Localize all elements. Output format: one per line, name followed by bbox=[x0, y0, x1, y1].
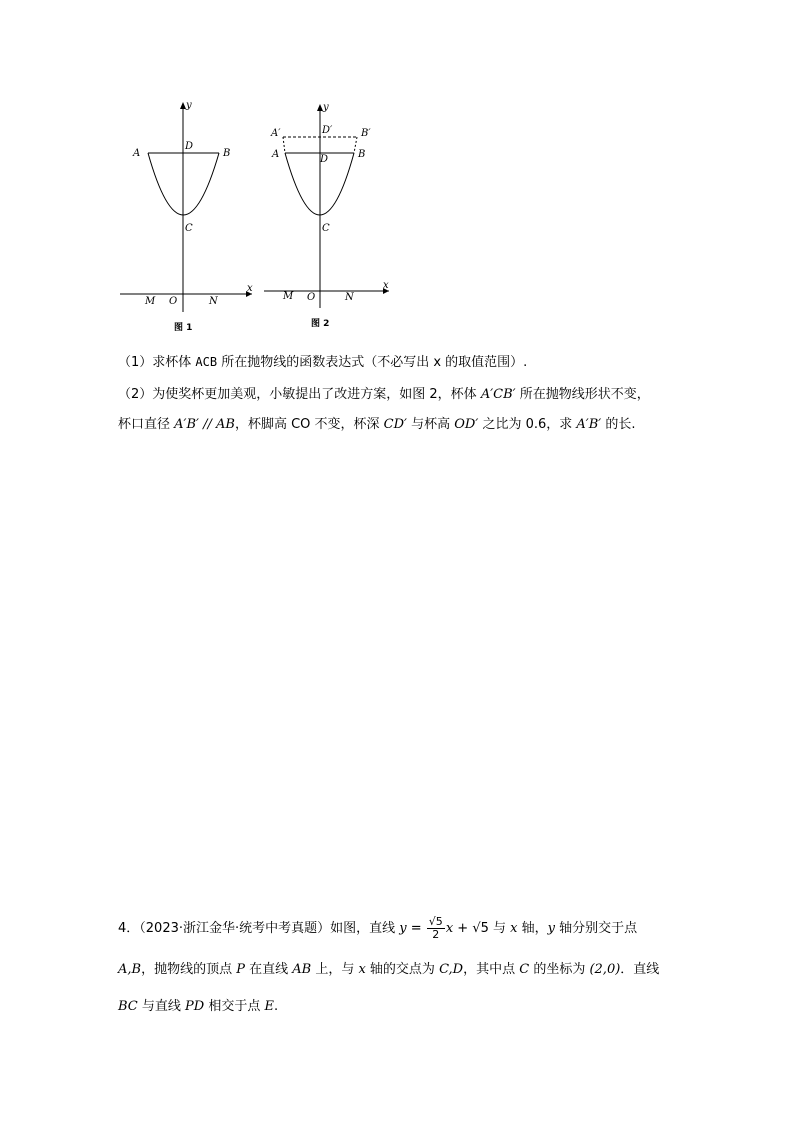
q4-text-10: 的坐标为 bbox=[529, 962, 590, 977]
q4-eq-plus: + bbox=[453, 921, 473, 936]
q4-text-1: 4．（2023·浙江金华·统考中考真题）如图，直线 bbox=[118, 921, 400, 936]
q4-text-7: 上，与 bbox=[311, 962, 359, 977]
q4-eq-equals: = bbox=[406, 921, 426, 936]
q2-text-2: 所在抛物线形状不变， bbox=[515, 387, 650, 402]
fig1-label-n: N bbox=[209, 296, 218, 307]
figures-svg bbox=[112, 98, 402, 338]
q1-code: ACB bbox=[195, 355, 218, 369]
question-4-line-3 bbox=[118, 996, 278, 1018]
question-2-line-2 bbox=[118, 414, 636, 436]
q2-text-4: ，杯脚高 CO 不变，杯深 bbox=[234, 417, 384, 432]
q1-rest: 所在抛物线的函数表达式（不必写出 x 的取值范围）. bbox=[217, 355, 528, 370]
fig1-label-a: A bbox=[133, 148, 141, 159]
q2-text-3: 杯口直径 bbox=[118, 417, 175, 432]
q4-y-axis: y bbox=[547, 921, 555, 936]
q4-text-5: ，抛物线的顶点 bbox=[141, 962, 237, 977]
q2-text-7: 的长. bbox=[601, 417, 636, 432]
q4-math-ab-line: AB bbox=[292, 962, 312, 977]
q4-math-bc: BC bbox=[118, 999, 138, 1014]
q1-prefix: （1）求杯体 bbox=[118, 355, 196, 370]
question-1 bbox=[118, 351, 527, 374]
q4-text-12: 与直线 bbox=[137, 999, 186, 1014]
question-4-line-1 bbox=[118, 915, 637, 943]
q4-math-e: E bbox=[264, 999, 274, 1014]
q4-fraction bbox=[427, 916, 445, 941]
figure-2 bbox=[264, 102, 389, 329]
fig1-label-m: M bbox=[145, 296, 156, 307]
q4-text-4: 轴分别交于点 bbox=[555, 921, 638, 936]
q4-text-3: 轴， bbox=[517, 921, 548, 936]
fig2-label-c: C bbox=[322, 223, 330, 234]
q4-math-cd-points: C,D bbox=[439, 962, 464, 977]
q4-text-8: 轴的交点为 bbox=[365, 962, 440, 977]
fig2-label-d: D bbox=[320, 154, 329, 165]
fig2-label-a-prime: A′ bbox=[271, 128, 281, 139]
q4-math-coordinate: (2,0) bbox=[589, 962, 621, 977]
question-2-line-1 bbox=[118, 384, 650, 406]
fig1-caption: 图 1 bbox=[174, 323, 193, 333]
figure-group bbox=[112, 98, 402, 338]
fig2-label-a: A bbox=[272, 149, 280, 160]
fig1-label-y: y bbox=[186, 100, 192, 111]
fig2-label-b-prime: B′ bbox=[361, 128, 371, 139]
q4-eq-x: x bbox=[445, 921, 454, 936]
q4-math-pd: PD bbox=[185, 999, 205, 1014]
q4-text-14: . bbox=[273, 999, 279, 1014]
q4-math-ab-points: A,B bbox=[118, 962, 142, 977]
q4-eq-sqrt: √5 bbox=[472, 921, 489, 936]
fig2-label-m: M bbox=[283, 291, 294, 302]
fig2-label-n: N bbox=[345, 292, 354, 303]
fig1-label-x: x bbox=[247, 283, 253, 294]
q2-math-cd: CD′ bbox=[383, 417, 407, 432]
q4-text-6: 在直线 bbox=[244, 962, 293, 977]
fig2-label-d-prime: D′ bbox=[322, 125, 333, 136]
q4-math-x: x bbox=[358, 962, 366, 977]
q4-fraction-denominator: 2 bbox=[432, 928, 440, 941]
q4-math-p: P bbox=[236, 962, 245, 977]
q2-text-5: 与杯高 bbox=[407, 417, 455, 432]
fig2-label-b: B bbox=[358, 149, 366, 160]
q2-math-ab-prime: A′B′ bbox=[576, 417, 602, 432]
q4-text-2: 与 bbox=[488, 921, 511, 936]
q4-text-13: 相交于点 bbox=[204, 999, 265, 1014]
q4-math-c: C bbox=[519, 962, 530, 977]
fig1-label-d: D bbox=[185, 141, 194, 152]
fig1-label-o: O bbox=[169, 296, 178, 307]
fig1-label-b: B bbox=[223, 148, 231, 159]
fig2-label-y: y bbox=[323, 102, 329, 113]
figure-1 bbox=[120, 100, 253, 333]
q4-eq-y: y bbox=[399, 921, 407, 936]
q4-fraction-numerator: √5 bbox=[428, 915, 443, 928]
q2-text-6: 之比为 0.6，求 bbox=[478, 417, 577, 432]
q2-text-1: （2）为使奖杯更加美观，小敏提出了改进方案，如图 2，杯体 bbox=[118, 387, 481, 402]
q4-text-11: ．直线 bbox=[620, 962, 660, 977]
fig1-label-c: C bbox=[185, 223, 193, 234]
question-4-line-2 bbox=[118, 959, 659, 981]
q2-math-parallel: A′B′ // AB bbox=[174, 417, 235, 432]
q2-math-od: OD′ bbox=[454, 417, 479, 432]
fig2-caption: 图 2 bbox=[311, 319, 330, 329]
fig2-extension-right bbox=[354, 137, 357, 153]
q2-math-acb: A′CB′ bbox=[480, 387, 516, 402]
fig2-extension-left bbox=[283, 137, 285, 153]
fig2-label-x: x bbox=[383, 280, 389, 291]
fig2-label-o: O bbox=[307, 292, 316, 303]
q4-text-9: ，其中点 bbox=[463, 962, 520, 977]
q4-x-axis: x bbox=[510, 921, 518, 936]
